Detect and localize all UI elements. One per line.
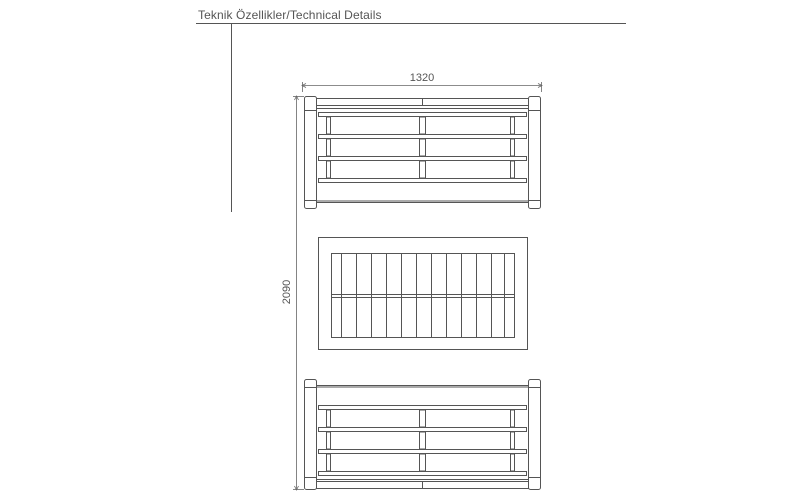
table-plan-view (319, 238, 528, 350)
bench-bottom-view (305, 380, 541, 490)
width-dimension-label: 1320 (409, 72, 435, 84)
bench-top-view (305, 97, 541, 209)
page-title: Teknik Özellikler/Technical Details (198, 8, 382, 22)
length-dimension-label: 2090 (281, 279, 293, 305)
title-frame (196, 23, 626, 212)
length-dimension (293, 96, 304, 490)
